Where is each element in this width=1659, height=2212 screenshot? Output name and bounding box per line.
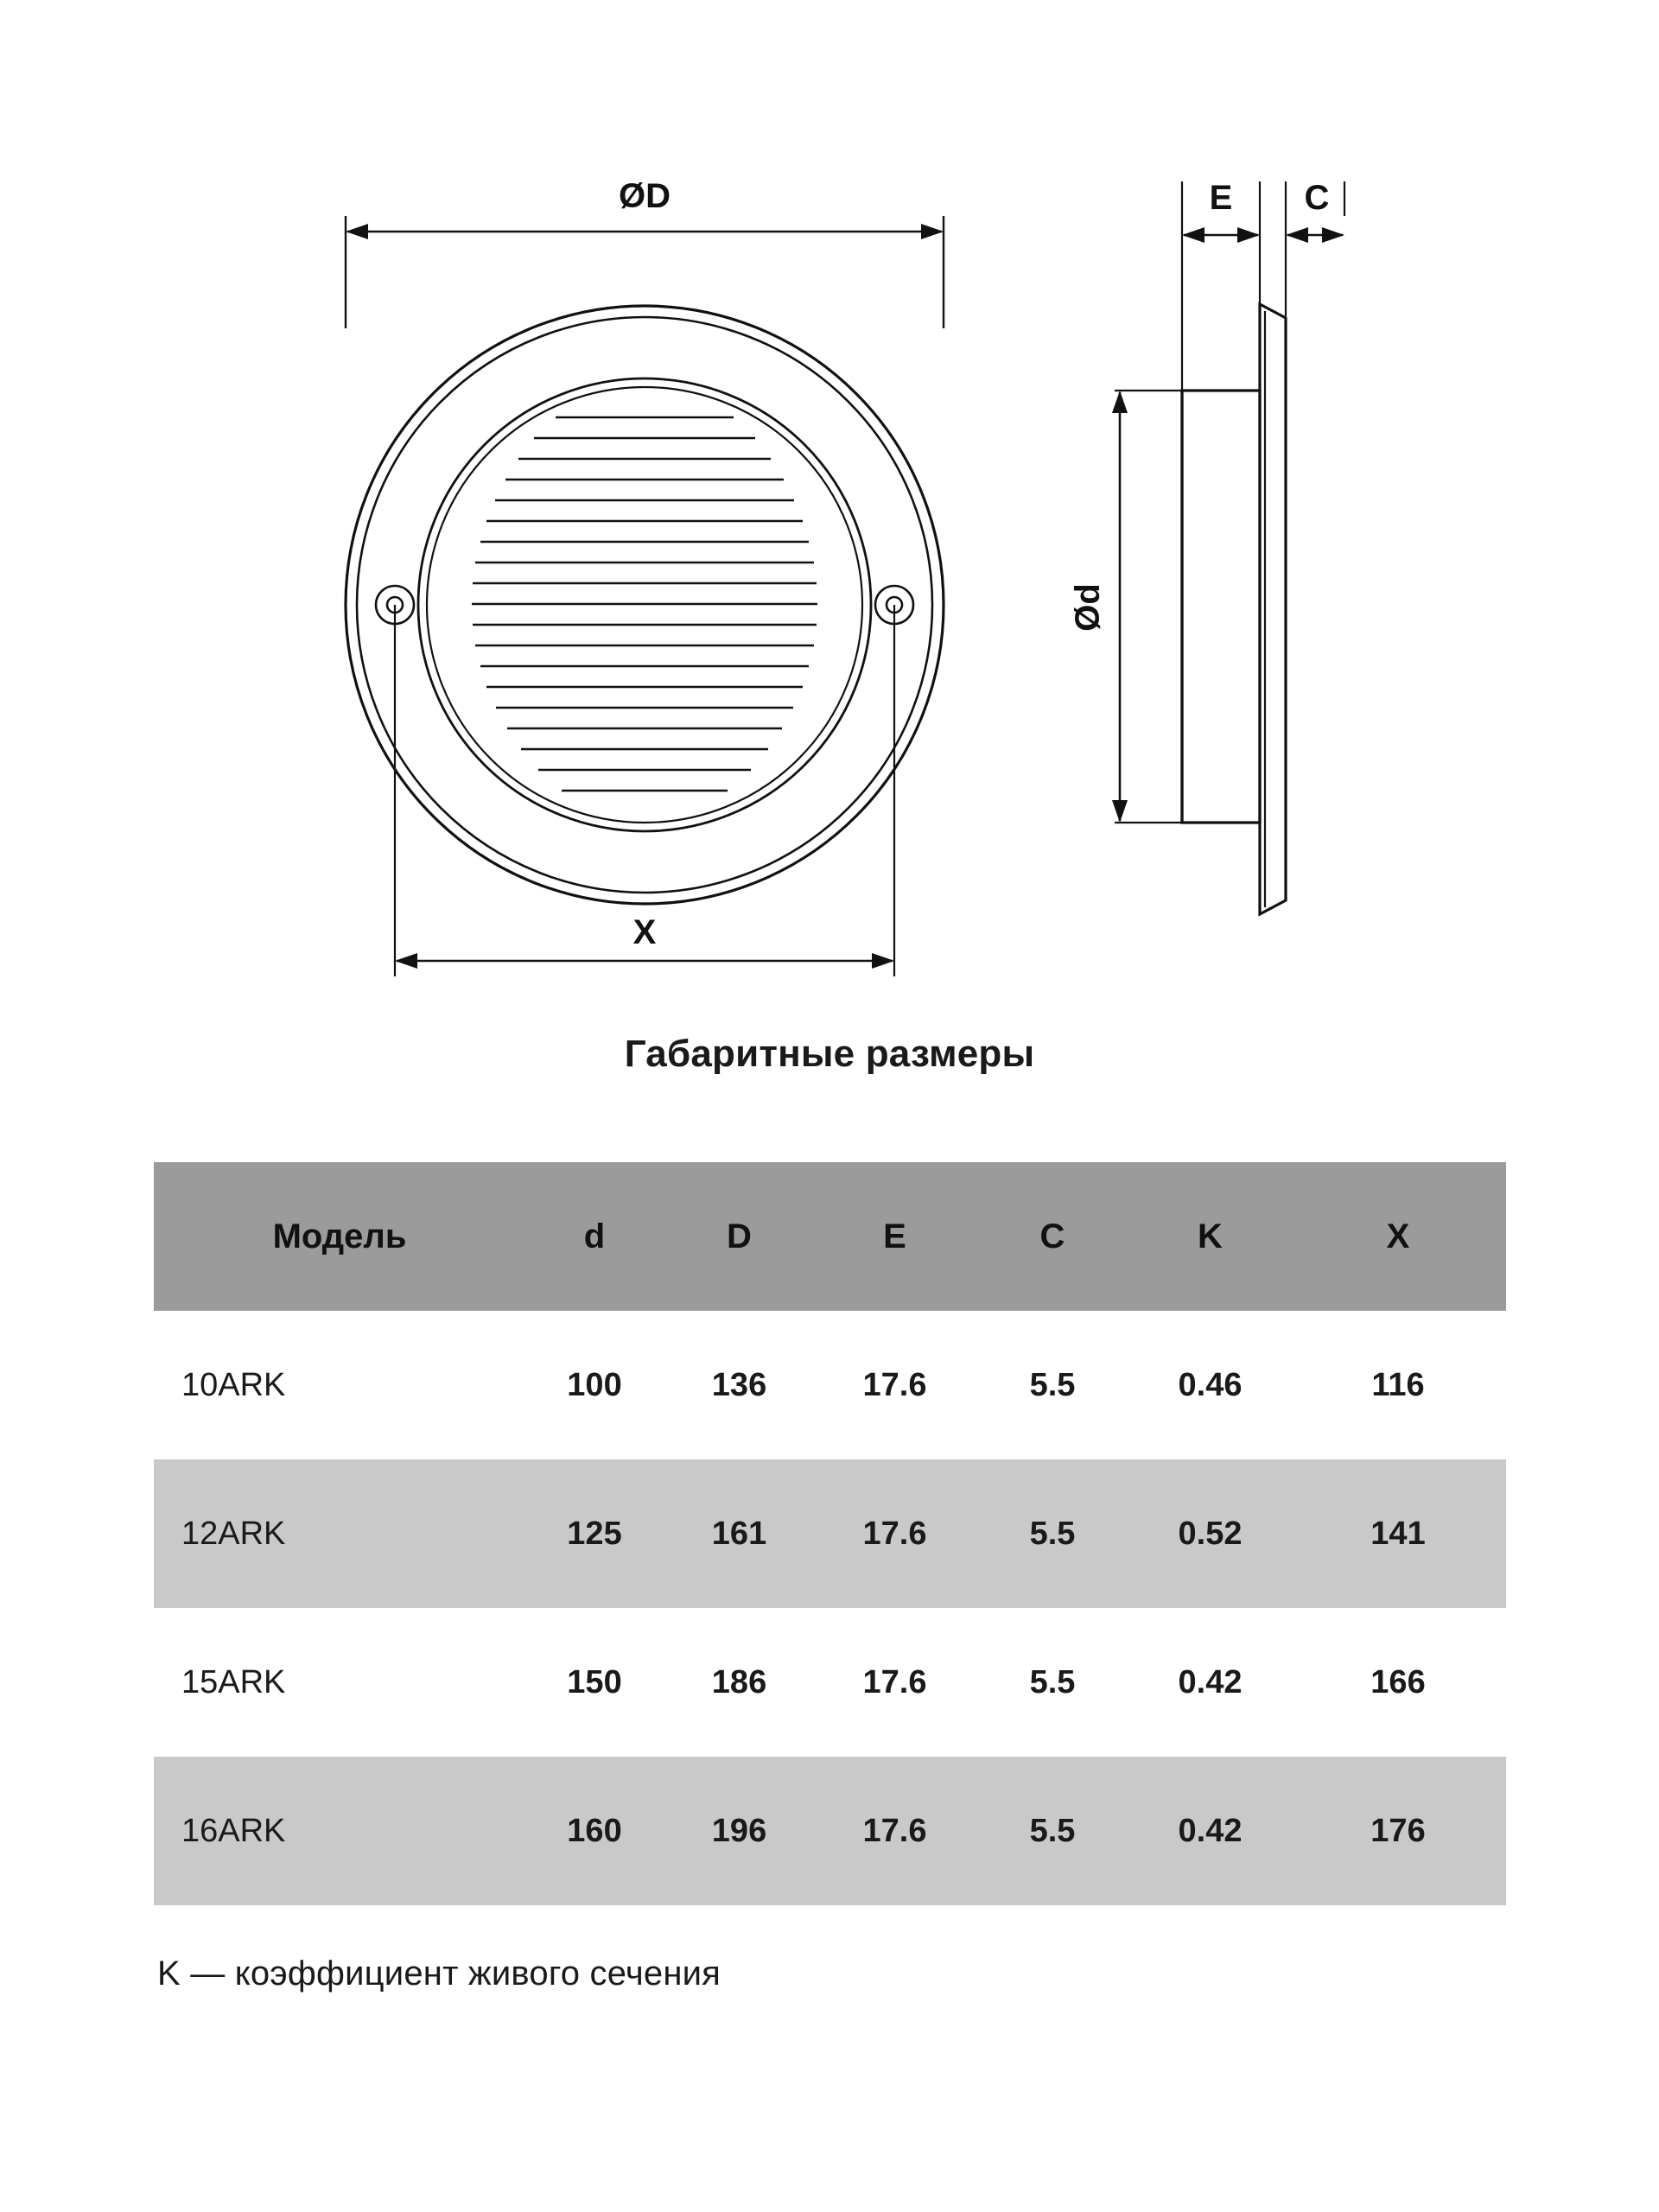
cell-C: 5.5 <box>975 1757 1130 1905</box>
cell-D: 161 <box>664 1459 815 1608</box>
table-footnote: K — коэффициент живого сечения <box>157 1955 721 1993</box>
table-row <box>154 1459 1506 1608</box>
technical-drawing <box>0 0 1659 1020</box>
cell-D: 186 <box>664 1608 815 1757</box>
table-header-row <box>154 1162 1506 1311</box>
cell-d: 160 <box>525 1757 664 1905</box>
cell-E: 17.6 <box>815 1608 975 1757</box>
table-body <box>154 1311 1506 1905</box>
cell-K: 0.52 <box>1130 1459 1290 1608</box>
cell-K: 0.42 <box>1130 1757 1290 1905</box>
label-grille-thickness: C <box>1304 179 1330 217</box>
column-header-E: E <box>815 1162 975 1311</box>
label-flange-thickness: E <box>1209 179 1233 217</box>
label-span-x: X <box>632 913 657 951</box>
cell-K: 0.42 <box>1130 1608 1290 1757</box>
cell-model: 15ARK <box>154 1608 525 1757</box>
column-header-X: X <box>1290 1162 1506 1311</box>
cell-X: 166 <box>1290 1608 1506 1757</box>
cell-model: 16ARK <box>154 1757 525 1905</box>
cell-d: 100 <box>525 1311 664 1459</box>
label-inner-diameter: Ød <box>1069 583 1107 632</box>
cell-d: 125 <box>525 1459 664 1608</box>
column-header-D: D <box>664 1162 815 1311</box>
dimensions-table-wrapper <box>154 1162 1506 1905</box>
cell-model: 10ARK <box>154 1311 525 1459</box>
table-row <box>154 1311 1506 1459</box>
table-header <box>154 1162 1506 1311</box>
cell-d: 150 <box>525 1608 664 1757</box>
page-title: Габаритные размеры <box>624 1033 1035 1075</box>
column-header-C: C <box>975 1162 1130 1311</box>
cell-E: 17.6 <box>815 1459 975 1608</box>
column-header-K: K <box>1130 1162 1290 1311</box>
label-outer-diameter: ØD <box>619 177 671 215</box>
table-row <box>154 1608 1506 1757</box>
cell-E: 17.6 <box>815 1757 975 1905</box>
cell-X: 116 <box>1290 1311 1506 1459</box>
cell-C: 5.5 <box>975 1459 1130 1608</box>
table-row <box>154 1757 1506 1905</box>
cell-D: 196 <box>664 1757 815 1905</box>
dimensions-table <box>154 1162 1506 1905</box>
cell-X: 176 <box>1290 1757 1506 1905</box>
column-header-d: d <box>525 1162 664 1311</box>
cell-C: 5.5 <box>975 1311 1130 1459</box>
column-header-model: Модель <box>154 1162 525 1311</box>
cell-D: 136 <box>664 1311 815 1459</box>
cell-K: 0.46 <box>1130 1311 1290 1459</box>
cell-X: 141 <box>1290 1459 1506 1608</box>
cell-model: 12ARK <box>154 1459 525 1608</box>
cell-E: 17.6 <box>815 1311 975 1459</box>
cell-C: 5.5 <box>975 1608 1130 1757</box>
